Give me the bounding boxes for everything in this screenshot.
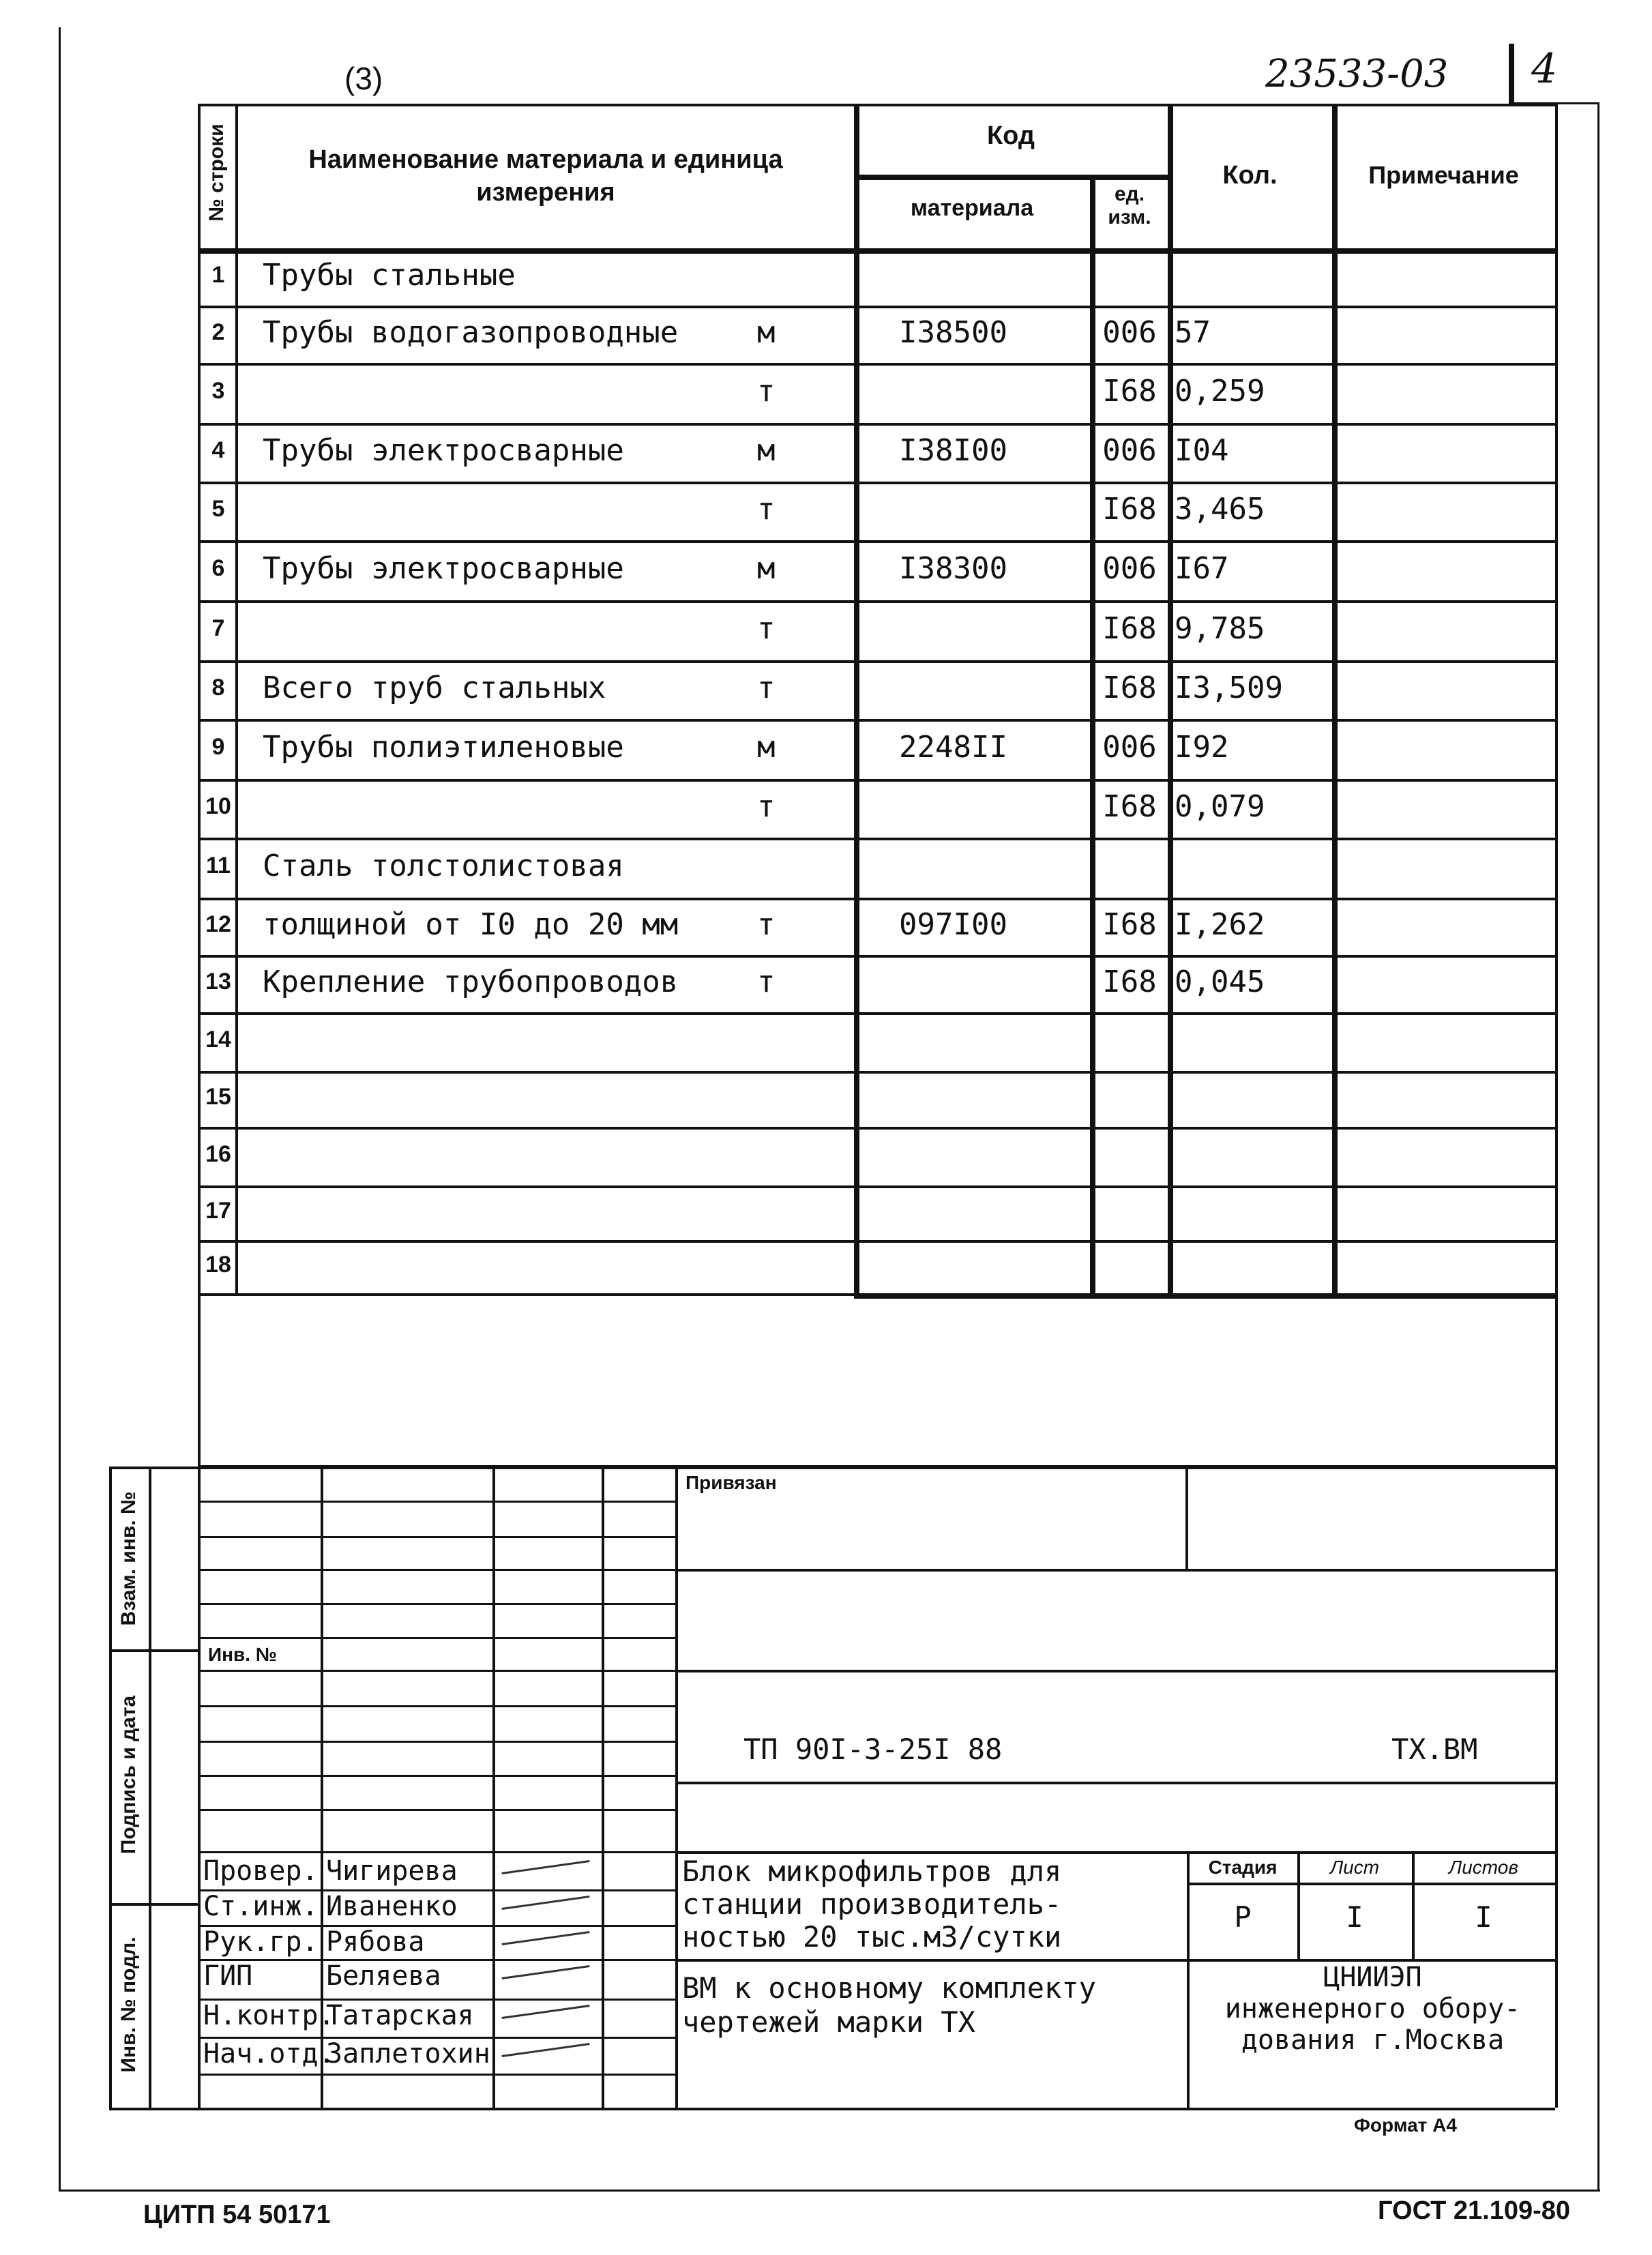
tb-sheets-value: I — [1475, 1900, 1492, 1934]
row-separator — [198, 779, 1555, 782]
row-separator — [198, 955, 1555, 958]
tb-subtitle-line1: ВМ к основному комплекту — [682, 1971, 1096, 2005]
tb-role: Ст.инж. — [203, 1891, 319, 1922]
header-qty: Кол. — [1222, 161, 1278, 190]
sheet-number: 4 — [1531, 45, 1558, 93]
row-unit-code: I68 — [1102, 374, 1157, 409]
tb-stage-header-line — [1187, 1883, 1555, 1885]
tb-grid-line — [198, 1670, 675, 1672]
row-unit-code: 006 — [1102, 730, 1157, 765]
row-separator — [198, 306, 1555, 308]
sheet-number-divider — [1509, 44, 1514, 106]
row-separator — [198, 1185, 1555, 1188]
row-separator — [198, 898, 1555, 900]
tb-org-line1: ЦНИИЭП — [1323, 1962, 1422, 1993]
row-name: Крепление трубопроводов — [263, 964, 679, 999]
row-quantity: I04 — [1175, 433, 1229, 468]
row-separator — [198, 482, 1555, 484]
tb-privyazan: Привязан — [685, 1472, 777, 1493]
row-name: Трубы электросварные — [263, 551, 624, 586]
col-line-rownum — [235, 104, 238, 1296]
side-divider-2 — [109, 1903, 198, 1906]
tb-mark: ТХ.ВМ — [1391, 1733, 1478, 1766]
page-frame-bottom — [59, 2190, 1600, 2192]
tb-grid-line — [198, 1741, 675, 1743]
tb-org-line2: инженерного обору- — [1224, 1993, 1521, 2024]
row-number: 7 — [211, 615, 225, 641]
tb-line-before-title — [675, 1851, 1555, 1854]
row-unit-code: I68 — [1102, 670, 1157, 705]
tb-line-before-code — [675, 1670, 1555, 1672]
row-separator — [198, 1127, 1555, 1130]
tb-title-line3: ностью 20 тыс.м3/сутки — [682, 1920, 1062, 1954]
tb-left — [198, 1467, 201, 2108]
row-number: 17 — [205, 1198, 231, 1224]
row-number: 5 — [211, 496, 225, 522]
tb-grid-line — [198, 2074, 675, 2076]
tb-line-after-privyazan — [675, 1569, 1555, 1572]
tb-privyazan-divider — [1185, 1467, 1188, 1569]
side-label-inv-podl: Инв. № подл. — [117, 1936, 140, 2073]
footer-right: ГОСТ 21.109-80 — [1378, 2196, 1571, 2225]
header-bottom-line — [198, 248, 1555, 254]
row-separator — [198, 1012, 1555, 1015]
row-unit: т — [757, 611, 776, 646]
row-quantity: I,262 — [1175, 907, 1265, 942]
row-material-code: I38300 — [899, 551, 1007, 586]
tb-role-name: Татарская — [326, 2000, 474, 2031]
row-number: 6 — [211, 555, 225, 581]
row-name: Трубы стальные — [263, 258, 516, 293]
row-unit: т — [757, 964, 776, 999]
row-unit: т — [757, 492, 776, 527]
tb-role-name: Заплетохин — [326, 2038, 490, 2069]
tb-role-name: Чигирева — [326, 1855, 458, 1887]
row-unit-code: I68 — [1102, 611, 1157, 646]
row-unit: м — [757, 433, 776, 468]
tb-role-name: Беляева — [326, 1960, 441, 1992]
row-number: 14 — [205, 1027, 231, 1052]
tb-grid-line — [198, 1637, 675, 1639]
row-unit: т — [757, 907, 776, 942]
footer-left: ЦИТП 54 50171 — [143, 2200, 331, 2229]
tb-project-code: ТП 90I-3-25I 88 — [743, 1733, 1003, 1766]
tb-line-after-code — [675, 1782, 1555, 1784]
tb-subtitle-line2: чертежей марки ТХ — [682, 2005, 975, 2039]
row-separator — [198, 540, 1555, 543]
row-name: Трубы полиэтиленовые — [263, 730, 624, 765]
signature-mark — [501, 1896, 589, 1910]
row-material-code: I38I00 — [899, 433, 1007, 468]
doc-number: 23533-03 — [1265, 52, 1449, 96]
tb-title-line2: станции производитель- — [682, 1887, 1062, 1921]
row-number: 12 — [205, 911, 231, 937]
tb-col-4 — [675, 1467, 678, 2108]
row-quantity: 0,259 — [1175, 374, 1265, 409]
row-unit-code: I68 — [1102, 789, 1157, 824]
row-unit-code: 006 — [1102, 433, 1157, 468]
tb-grid-line — [198, 1705, 675, 1707]
header-row-no: № строки — [205, 123, 228, 222]
tb-role: Н.контр. — [203, 2000, 335, 2031]
side-outer-left — [109, 1467, 112, 2108]
signature-mark — [501, 2043, 589, 2057]
row-number: 10 — [205, 793, 231, 819]
format-label: Формат А4 — [1354, 2114, 1457, 2136]
tb-sheets-label: Листов — [1449, 1857, 1518, 1878]
row-number: 11 — [206, 853, 231, 879]
header-name: Наименование материала и единица измерения — [308, 145, 783, 207]
title-block-bottom — [109, 2108, 1555, 2110]
tb-grid-line — [198, 1603, 675, 1605]
side-divider-1 — [109, 1649, 198, 1652]
header-code-unit-line1: ед. — [1114, 183, 1145, 205]
side-inner-line — [149, 1467, 151, 2108]
signature-mark — [501, 1965, 589, 1979]
row-separator — [198, 363, 1555, 366]
row-unit: т — [757, 374, 776, 409]
row-number: 3 — [211, 378, 225, 404]
row-unit: т — [757, 789, 776, 824]
row-quantity: I3,509 — [1175, 670, 1283, 705]
tb-inv-no: Инв. № — [208, 1644, 278, 1665]
row-number: 2 — [211, 319, 225, 345]
side-top-line — [109, 1467, 198, 1469]
row-quantity: 0,045 — [1175, 964, 1265, 999]
row-separator — [198, 719, 1555, 722]
tb-role: Нач.отд. — [203, 2038, 335, 2069]
row-name: Трубы водогазопроводные — [263, 315, 679, 350]
row-separator — [198, 600, 1555, 603]
col-line-name — [854, 104, 859, 1296]
row-unit-code: I68 — [1102, 907, 1157, 942]
tb-org-line3: дования г.Москва — [1241, 2024, 1505, 2056]
signature-mark — [501, 2005, 589, 2019]
row-unit: м — [757, 315, 776, 350]
row-unit-code: 006 — [1102, 315, 1157, 350]
tb-grid-line — [198, 1569, 675, 1571]
code-subheader-line — [854, 175, 1168, 180]
side-label-vzam-inv: Взам. инв. № — [117, 1491, 140, 1626]
row-unit-code: 006 — [1102, 551, 1157, 586]
tb-role-name: Рябова — [326, 1926, 425, 1958]
tb-subtitle — [682, 1971, 1096, 2039]
row-material-code: 2248II — [899, 730, 1007, 765]
corner-label: (3) — [344, 61, 383, 96]
tb-title — [682, 1855, 1061, 1954]
row-quantity: I67 — [1175, 551, 1229, 586]
row-quantity: 9,785 — [1175, 611, 1265, 646]
row-separator — [198, 1071, 1555, 1074]
tb-right — [1555, 1467, 1558, 2108]
tb-grid-line — [198, 1501, 675, 1503]
page-frame-right — [1597, 102, 1599, 2190]
table-top-border — [198, 104, 1555, 106]
row-unit-code: I68 — [1102, 492, 1157, 527]
row-number: 16 — [205, 1141, 231, 1167]
row-number: 1 — [211, 262, 225, 288]
row-name: толщиной от I0 до 20 мм — [263, 907, 679, 942]
tb-grid-line — [198, 1536, 675, 1538]
tb-organization — [1190, 1962, 1555, 2056]
row-number: 15 — [205, 1084, 231, 1110]
tb-sheet-value: I — [1346, 1900, 1363, 1934]
tb-role: Рук.гр. — [203, 1926, 319, 1958]
tb-grid-line — [198, 1809, 675, 1811]
signature-mark — [501, 1860, 589, 1874]
side-label-podpis-data: Подпись и дата — [117, 1695, 140, 1855]
row-material-code: I38500 — [899, 315, 1007, 350]
header-code-unit-line2: изм. — [1108, 206, 1151, 229]
row-separator — [198, 838, 1555, 840]
tb-title-right-divider — [1187, 1851, 1190, 2108]
tb-stage-value: Р — [1234, 1900, 1252, 1934]
tb-col-3 — [602, 1467, 604, 2108]
row-number: 18 — [205, 1252, 231, 1278]
row-number: 9 — [211, 734, 225, 760]
row-name: Сталь толстолистовая — [263, 849, 624, 883]
row-number: 4 — [211, 437, 225, 463]
tb-stage-label: Стадия — [1208, 1857, 1278, 1878]
row-material-code: 097I00 — [899, 907, 1007, 942]
tb-grid-line — [198, 1775, 675, 1777]
table-left-border — [198, 104, 201, 1468]
row-number: 13 — [205, 969, 231, 994]
row-separator — [198, 660, 1555, 663]
header-code-unit — [1091, 183, 1168, 229]
header-code-material: материала — [910, 195, 1034, 221]
row-quantity: I92 — [1175, 730, 1229, 765]
tb-grid-line — [198, 1851, 675, 1853]
page-frame-left — [59, 27, 61, 2190]
header-note: Примечание — [1368, 161, 1519, 189]
tb-col-2 — [492, 1467, 495, 2108]
table-right-border — [1555, 104, 1558, 1468]
header-code: Код — [986, 121, 1035, 150]
col-line-qty — [1332, 104, 1338, 1296]
table-data-bottom-line-left — [198, 1293, 854, 1296]
signature-mark — [501, 1931, 589, 1945]
table-data-bottom-line — [854, 1293, 1555, 1299]
row-separator — [198, 1240, 1555, 1243]
tb-role: Провер. — [203, 1855, 319, 1887]
tb-top — [198, 1467, 1555, 1469]
tb-sheet-label: Лист — [1329, 1857, 1380, 1878]
row-unit: м — [757, 551, 776, 586]
tb-role-name: Иваненко — [326, 1891, 458, 1922]
row-number: 8 — [211, 675, 225, 701]
row-name: Всего труб стальных — [263, 670, 606, 705]
row-quantity: 57 — [1175, 315, 1211, 350]
row-quantity: 3,465 — [1175, 492, 1265, 527]
row-unit: м — [757, 730, 776, 765]
tb-title-line1: Блок микрофильтров для — [682, 1855, 1062, 1888]
row-name: Трубы электросварные — [263, 433, 624, 468]
col-line-unit — [1168, 104, 1173, 1296]
row-separator — [198, 423, 1555, 426]
row-quantity: 0,079 — [1175, 789, 1265, 824]
tb-role: ГИП — [203, 1960, 253, 1992]
row-unit-code: I68 — [1102, 964, 1157, 999]
row-unit: т — [757, 670, 776, 705]
